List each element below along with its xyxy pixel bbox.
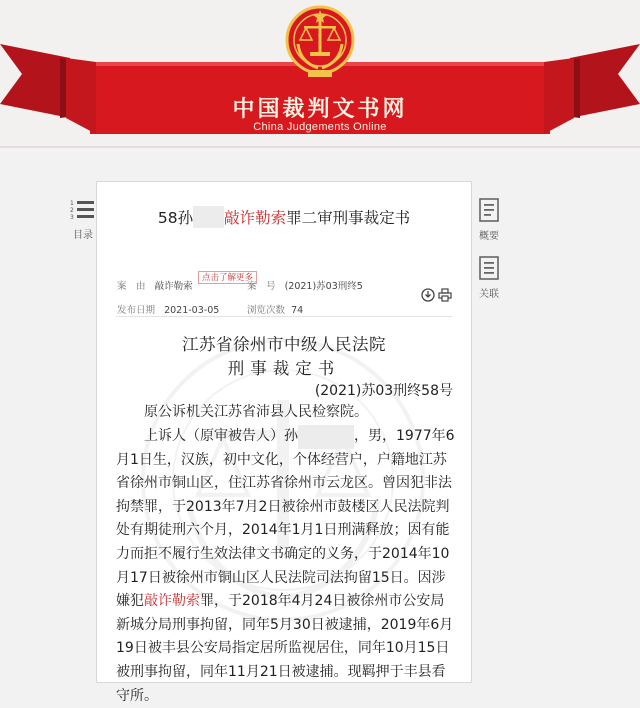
site-header: [0, 0, 640, 148]
appellant-text-b: ，男，1977年6月1日生，汉族，初中文化，个体经营户，户籍地江苏省徐州市铜山区，住江苏省徐州市云龙区。曾因犯非法拘禁罪，于2013年7月2日被徐州市鼓楼区人民法院判处有期徒刑六个月，2014年1月1日刑满释放；因有能力而拒不履行生效法律文书确定的义务，于2014年10月17日被徐州市铜山区人民法院司法拘留15日。因涉嫌犯: [116, 428, 455, 610]
title-highlight: 敲诈勒索: [224, 209, 287, 227]
views-key: 浏览次数: [247, 305, 286, 316]
title-prefix: 58孙: [157, 209, 194, 227]
related-documents-icon: [478, 256, 500, 280]
date-value: 2021-03-05: [164, 305, 220, 316]
caseno-row: [247, 278, 363, 292]
cause-value[interactable]: 敲诈勒索: [154, 281, 193, 292]
views-row: [247, 302, 303, 316]
document-type: 刑事裁定书: [227, 359, 341, 378]
toc-label: 目录: [73, 230, 93, 241]
outline-label: 概要: [479, 231, 499, 242]
date-key: 发布日期: [117, 305, 156, 316]
cause-row: [117, 278, 193, 292]
appellant-highlight: 敲诈勒索: [144, 593, 200, 610]
appellant-text-c: 罪，于2018年4月24日被徐州市公安局新城分局刑事拘留，同年5月30日被逮捕，2019年6月19日被丰县公安局指定居所监视居住，同年10月15日被刑事拘留，同年11月21日被逮捕。现羁押于丰县看守所。: [116, 593, 454, 704]
document-title: [96, 206, 472, 228]
date-row: [117, 302, 219, 316]
related-label: 关联: [479, 289, 499, 300]
case-number: (2021)苏03刑终58号: [314, 383, 453, 399]
meta-divider: [116, 316, 452, 317]
title-redacted-name: [193, 206, 224, 228]
court-emblem-icon: [284, 4, 356, 80]
list-icon: [70, 199, 96, 221]
views-value: 74: [291, 305, 304, 316]
caseno-value: (2021)苏03刑终5: [284, 281, 363, 292]
outline-button[interactable]: [474, 198, 504, 242]
download-icon[interactable]: [421, 288, 435, 302]
caseno-key: 案 号: [247, 281, 276, 292]
toc-button[interactable]: [68, 199, 98, 241]
related-button[interactable]: [474, 256, 504, 300]
cause-key: 案 由: [117, 281, 146, 292]
court-name: 江苏省徐州市中级人民法院: [182, 335, 386, 354]
paragraph-appellant: [116, 425, 456, 708]
svg-text:3: 3: [70, 214, 74, 221]
site-title: 中国裁判文书网: [232, 97, 408, 122]
svg-text:1: 1: [70, 200, 74, 207]
print-icon[interactable]: [438, 288, 452, 302]
site-subtitle: China Judgements Online: [253, 121, 387, 133]
appellant-text-a: 上诉人（原审被告人）孙: [144, 428, 298, 444]
cause-tip[interactable]: 点击了解更多: [198, 271, 257, 284]
appellant-redacted-name: [298, 425, 354, 449]
paragraph-prosecutor: 原公诉机关江苏省沛县人民检察院。: [144, 404, 368, 420]
title-suffix: 罪二审刑事裁定书: [286, 209, 411, 227]
svg-text:2: 2: [70, 207, 74, 214]
document-outline-icon: [478, 198, 500, 222]
